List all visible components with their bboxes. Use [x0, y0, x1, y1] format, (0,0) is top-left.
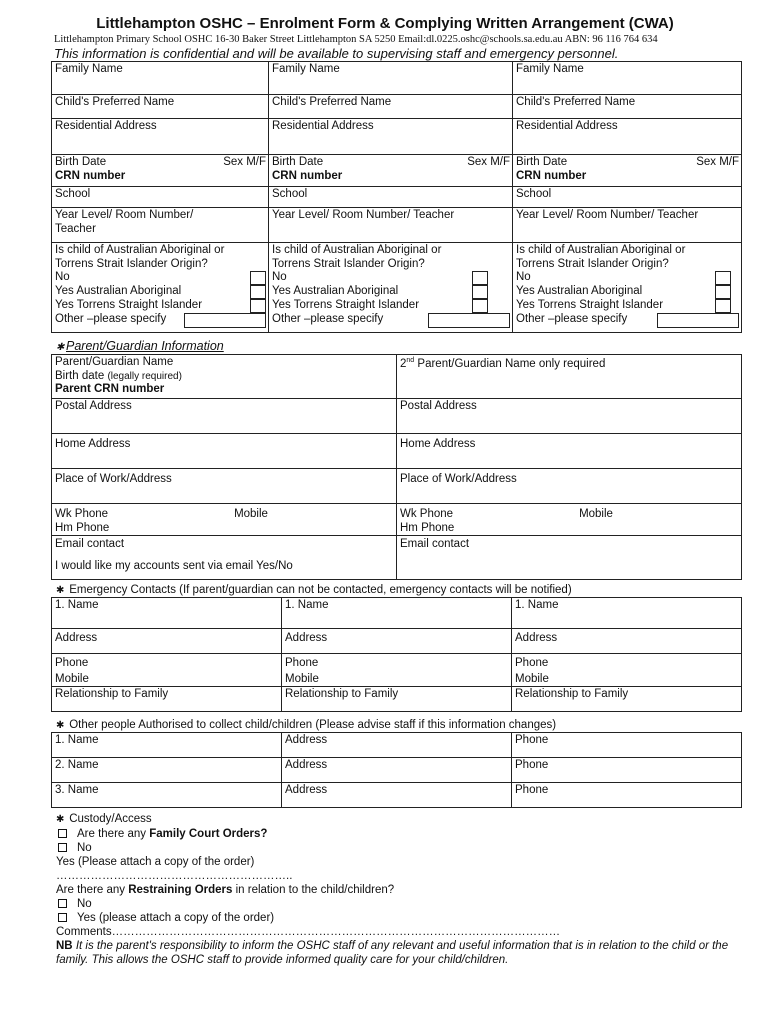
asterisk-icon: ✱ [56, 342, 65, 353]
authorised-name-field[interactable]: 3. Name [52, 783, 282, 808]
parent-crn-label: Parent CRN number [55, 383, 165, 395]
no-checkbox[interactable] [250, 271, 266, 285]
school-field[interactable]: School [513, 187, 742, 208]
birth-date-label: Birth Date [55, 156, 107, 168]
restraining-yes-checkbox[interactable] [58, 913, 67, 922]
emergency-name-field[interactable]: 1. Name [282, 598, 512, 629]
preferred-name-field[interactable]: Child's Preferred Name [52, 95, 269, 119]
other-specify-input[interactable] [184, 313, 266, 328]
year-level-field[interactable]: Year Level/ Room Number/ Teacher [269, 208, 513, 243]
origin-field: Is child of Australian Aboriginal or Torrens Strait Islander Origin? No Yes Australian Aboriginal Yes Torrens Straight Islander Other –please specify [52, 243, 269, 333]
dotted-line: …………………………………………………….. [56, 870, 293, 882]
relationship-field[interactable]: Relationship to Family [282, 687, 512, 712]
emergency-address-field[interactable]: Address [282, 629, 512, 654]
origin-field: Is child of Australian Aboriginal or Torrens Strait Islander Origin? No Yes Australian Aboriginal Yes Torrens Straight Islander Other –please specify [269, 243, 513, 333]
residential-address-field[interactable]: Residential Address [513, 119, 742, 155]
school-contact-line: Littlehampton Primary School OSHC 16-30 Baker Street Littlehampton SA 5250 Email:dl.0225.oshc@schools.sa.edu.au ABN: 96 116 764 634 [54, 34, 658, 45]
birth-crn-field[interactable] [52, 155, 269, 187]
preferred-name-field[interactable]: Child's Preferred Name [513, 95, 742, 119]
school-field[interactable]: School [52, 187, 269, 208]
other-specify-input[interactable] [428, 313, 510, 328]
sex-label: Sex M/F [467, 156, 510, 168]
residential-address-field[interactable]: Residential Address [52, 119, 269, 155]
home-address-field[interactable]: Home Address [397, 434, 742, 469]
relationship-field[interactable]: Relationship to Family [512, 687, 742, 712]
postal-address-field[interactable]: Postal Address [52, 399, 397, 434]
family-name-field[interactable]: Family Name [52, 62, 269, 95]
authorised-phone-field[interactable]: Phone [512, 733, 742, 758]
sex-label: Sex M/F [223, 156, 266, 168]
aboriginal-checkbox[interactable] [472, 285, 488, 299]
crn-label: CRN number [272, 169, 343, 182]
court-orders-no-checkbox[interactable] [58, 843, 67, 852]
emergency-phone-field[interactable]: Phone Mobile [512, 654, 742, 687]
confidentiality-notice: This information is confidential and will be available to supervising staff and emergency personnel. [54, 46, 619, 61]
home-address-field[interactable]: Home Address [52, 434, 397, 469]
family-name-field[interactable]: Family Name [269, 62, 513, 95]
family-name-field[interactable]: Family Name [513, 62, 742, 95]
parent-name-field[interactable]: Parent/Guardian Name Birth date (legally required) Parent CRN number [52, 355, 397, 399]
authorised-address-field[interactable]: Address [282, 758, 512, 783]
comments-line: Comments……………………………………………………………………………………………………… [56, 926, 561, 938]
school-field[interactable]: School [269, 187, 513, 208]
authorised-name-field[interactable]: 2. Name [52, 758, 282, 783]
birth-date-label: Birth Date [272, 156, 324, 168]
custody-section: ✱ Custody/Access Are there any Family Court Orders? No Yes (Please attach a copy of the order) …………………………………………………….. Are there any Restraining Orders in relation to the child/children? No Yes (please attach a copy of the order) Comments……………………………………………………………………………………………………… NB It is the parent's responsibility to inform the OSHC staff of any relevant and useful information that is in relation to the child or the family. This allows the OSHC staff to provide informed quality care for your child/children. [56, 812, 756, 967]
aboriginal-checkbox[interactable] [250, 285, 266, 299]
restraining-no-checkbox[interactable] [58, 899, 67, 908]
email-field[interactable]: Email contact I would like my accounts sent via email Yes/No [52, 536, 397, 580]
email-field[interactable]: Email contact [397, 536, 742, 580]
authorised-phone-field[interactable]: Phone [512, 783, 742, 808]
authorised-address-field[interactable]: Address [282, 733, 512, 758]
torres-checkbox[interactable] [250, 299, 266, 313]
year-level-field[interactable]: Year Level/ Room Number/ Teacher [513, 208, 742, 243]
relationship-field[interactable]: Relationship to Family [52, 687, 282, 712]
emergency-section-heading: ✱ Emergency Contacts (If parent/guardian can not be contacted, emergency contacts will be notified) [56, 584, 572, 596]
preferred-name-field[interactable]: Child's Preferred Name [269, 95, 513, 119]
aboriginal-checkbox[interactable] [715, 285, 731, 299]
phone-field[interactable]: Wk Phone Mobile Hm Phone [397, 504, 742, 536]
no-checkbox[interactable] [715, 271, 731, 285]
authorised-phone-field[interactable]: Phone [512, 758, 742, 783]
torres-checkbox[interactable] [715, 299, 731, 313]
work-address-field[interactable]: Place of Work/Address [52, 469, 397, 504]
parent-section-heading: ✱ Parent/Guardian Information [56, 339, 224, 353]
custody-heading: ✱ Custody/Access [56, 813, 152, 825]
postal-address-field[interactable]: Postal Address [397, 399, 742, 434]
accounts-email-option: I would like my accounts sent via email Yes/No [55, 559, 293, 572]
crn-label: CRN number [55, 169, 126, 182]
authorised-people-table [51, 732, 742, 808]
asterisk-icon: ✱ [56, 720, 65, 731]
torres-checkbox[interactable] [472, 299, 488, 313]
birth-date-label: Birth Date [516, 156, 568, 168]
child-details-table [51, 61, 742, 333]
parent-table [51, 354, 742, 580]
emergency-phone-field[interactable]: Phone Mobile [282, 654, 512, 687]
asterisk-icon: ✱ [56, 585, 65, 596]
emergency-contacts-table [51, 597, 742, 712]
authorised-address-field[interactable]: Address [282, 783, 512, 808]
residential-address-field[interactable]: Residential Address [269, 119, 513, 155]
other-specify-input[interactable] [657, 313, 739, 328]
emergency-address-field[interactable]: Address [52, 629, 282, 654]
crn-label: CRN number [516, 169, 587, 182]
birth-crn-field[interactable] [513, 155, 742, 187]
year-level-field[interactable]: Year Level/ Room Number/ Teacher [52, 208, 269, 243]
emergency-name-field[interactable]: 1. Name [52, 598, 282, 629]
form-title: Littlehampton OSHC – Enrolment Form & Complying Written Arrangement (CWA) [96, 15, 674, 32]
work-address-field[interactable]: Place of Work/Address [397, 469, 742, 504]
court-orders-checkbox[interactable] [58, 829, 67, 838]
authorised-section-heading: ✱ Other people Authorised to collect child/children (Please advise staff if this information changes) [56, 719, 557, 731]
no-checkbox[interactable] [472, 271, 488, 285]
emergency-name-field[interactable]: 1. Name [512, 598, 742, 629]
emergency-address-field[interactable]: Address [512, 629, 742, 654]
sex-label: Sex M/F [696, 156, 739, 168]
birth-crn-field[interactable] [269, 155, 513, 187]
nb-note: NB It is the parent's responsibility to inform the OSHC staff of any relevant and useful information that is in relation to the child or the family. This allows the OSHC staff to provide informed quality care for your child/children. [56, 940, 729, 966]
second-parent-field[interactable]: 2nd Parent/Guardian Name only required [397, 355, 742, 399]
emergency-phone-field[interactable]: Phone Mobile [52, 654, 282, 687]
authorised-name-field[interactable]: 1. Name [52, 733, 282, 758]
origin-field: Is child of Australian Aboriginal or Torrens Strait Islander Origin? No Yes Australian Aboriginal Yes Torrens Straight Islander Other –please specify [513, 243, 742, 333]
phone-field[interactable]: Wk Phone Mobile Hm Phone [52, 504, 397, 536]
asterisk-icon: ✱ [56, 814, 65, 825]
